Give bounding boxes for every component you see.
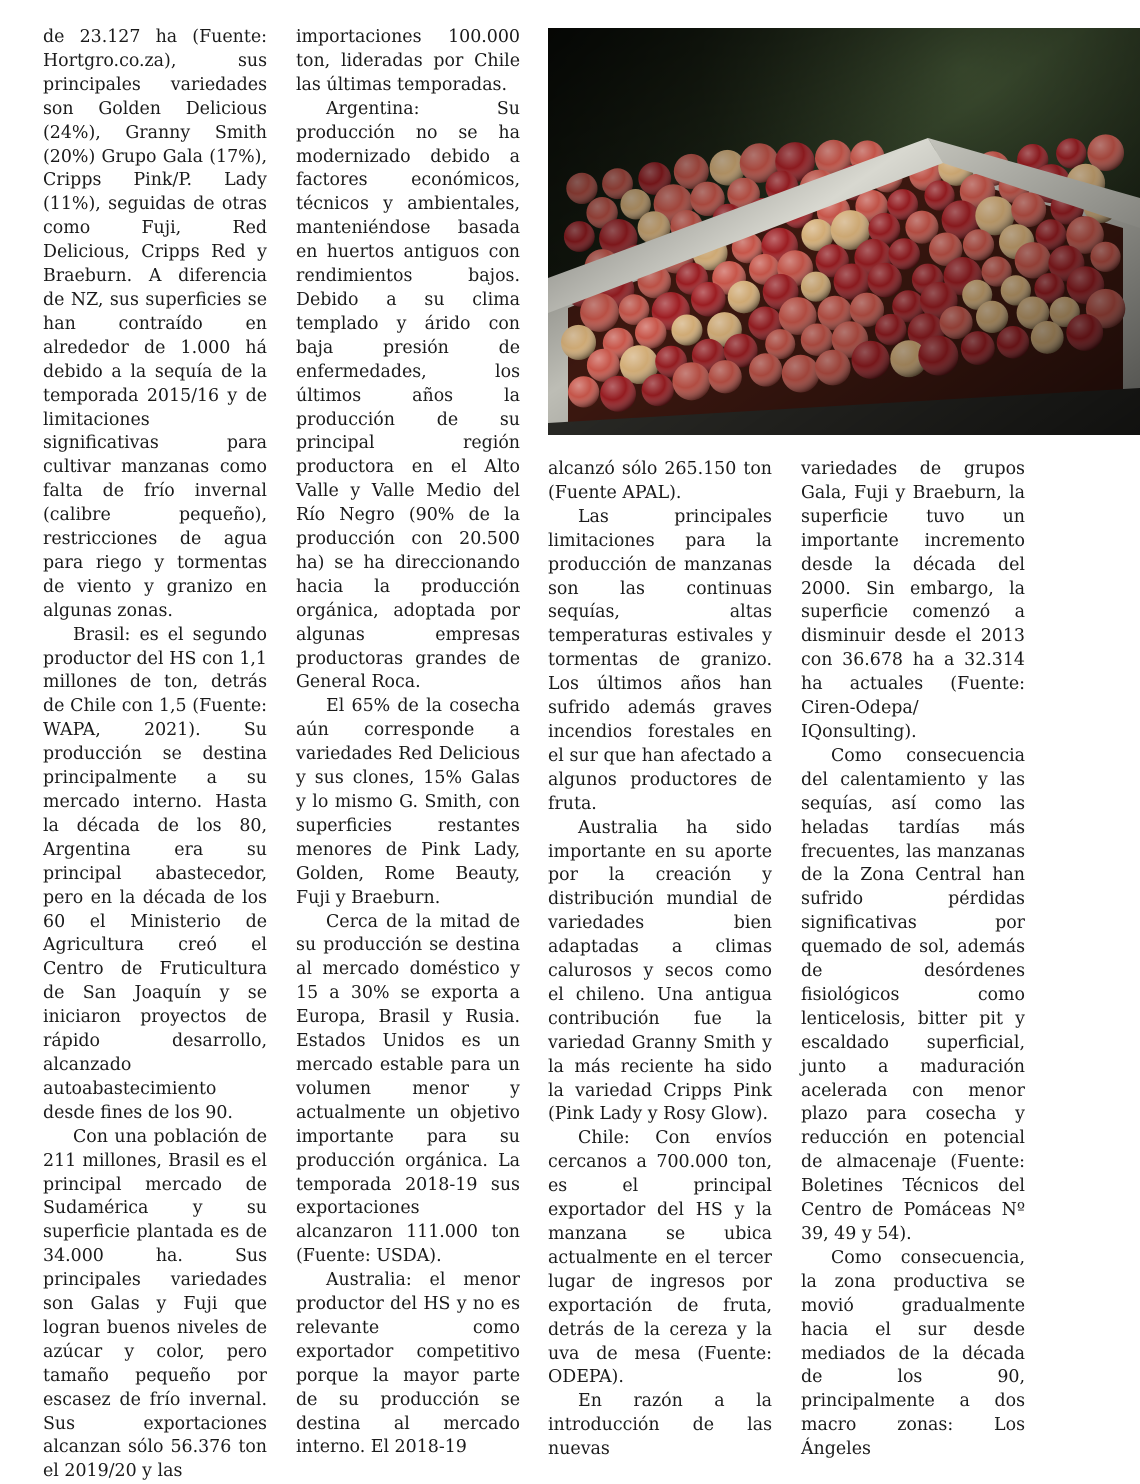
apple-bin-photo bbox=[548, 28, 1140, 435]
paragraph: Como consecuencia del calentamiento y las sequías, así como las heladas tardías más frecuentes, las manzanas de la Zona Central han sufrido pérdidas significativas por quemado de sol, además de desórdenes fisiológicos como lenticelosis, bitter pit y escaldado superficial, junto a maduración acelerada con menor plazo para cosecha y reducción en potencial de almacenaje (Fuente: Boletines Técnicos del Centro de Pomáceas Nº 39, 49 y 54). bbox=[801, 745, 1025, 1244]
article-column-2 bbox=[296, 26, 520, 1460]
paragraph: alcanzó sólo 265.150 ton (Fuente APAL). bbox=[548, 459, 772, 503]
paragraph: En razón a la introducción de las nuevas bbox=[548, 1391, 772, 1460]
paragraph: variedades de grupos Gala, Fuji y Braeburn, la superficie tuvo un importante incremento desde la década del 2000. Sin embargo, la superficie comenzó a disminuir desde el 2013 con 36.678 ha a 32.314 ha actuales (Fuente: Ciren-Odepa/ IQonsulting). bbox=[801, 459, 1025, 742]
paragraph: Brasil: es el segundo productor del HS con 1,1 millones de ton, detrás de Chile con 1,5 (Fuente: WAPA, 2021). Su producción se destina principalmente a su mercado interno. Hasta la década de los 80, Argentina era su principal abastecedor, pero en la década de los 60 el Ministerio de Agricultura creó el Centro de Fruticultura de San Joaquín y se iniciaron proyectos de rápido desarrollo, alcanzado autoabastecimiento desde fines de los 90. bbox=[43, 624, 267, 1123]
paragraph: Australia: el menor productor del HS y no es relevante como exportador competitivo porque la mayor parte de su producción se destina al mercado interno. El 2018-19 bbox=[296, 1270, 520, 1458]
article-column-3 bbox=[548, 458, 772, 1462]
photo-illustration bbox=[548, 28, 1140, 435]
paragraph: Las principales limitaciones para la producción de manzanas son las continuas sequías, altas temperaturas estivales y tormentas de granizo. Los últimos años han sufrido además graves incendios forestales en el sur que han afectado a algunos productores de fruta. bbox=[548, 506, 772, 814]
paragraph: Australia ha sido importante en su aporte por la creación y distribución mundial de variedades bien adaptadas a climas calurosos y secos como el chileno. Una antigua contribución fue la variedad Granny Smith y la más reciente ha sido la variedad Cripps Pink (Pink Lady y Rosy Glow). bbox=[548, 817, 772, 1125]
paragraph: Cerca de la mitad de su producción se destina al mercado doméstico y 15 a 30% se exporta a Europa, Brasil y Rusia. Estados Unidos es un mercado estable para un volumen menor y actualmente un objetivo importante para su producción orgánica. La temporada 2018-19 sus exportaciones alcanzaron 111.000 ton (Fuente: USDA). bbox=[296, 911, 520, 1267]
paragraph: Chile: Con envíos cercanos a 700.000 ton, es el principal exportador del HS y la manzana se ubica actualmente en el tercer lugar de ingresos por exportación de fruta, detrás de la cereza y la uva de mesa (Fuente: ODEPA). bbox=[548, 1128, 772, 1388]
paragraph: Como consecuencia, la zona productiva se movió gradualmente hacia el sur desde mediados de la década de los 90, principalmente a dos macro zonas: Los Ángeles bbox=[801, 1247, 1025, 1460]
paragraph: El 65% de la cosecha aún corresponde a variedades Red Delicious y sus clones, 15% Galas y lo mismo G. Smith, con superficies restantes menores de Pink Lady, Golden, Rome Beauty, Fuji y Braeburn. bbox=[296, 696, 520, 908]
paragraph: de 23.127 ha (Fuente: Hortgro.co.za), sus principales variedades son Golden Delicious (24%), Granny Smith (20%) Grupo Gala (17%), Cripps Pink/P. Lady (11%), seguidas de otras como Fuji, Red Delicious, Cripps Red y Braeburn. A diferencia de NZ, sus superficies se han contraído en alrededor de 1.000 há debido a la sequía de la temporada 2015/16 y de limitaciones significativas para cultivar manzanas como falta de frío invernal (calibre pequeño), restricciones de agua para riego y tormentas de viento y granizo en algunas zonas. bbox=[43, 27, 267, 621]
article-column-4 bbox=[801, 458, 1025, 1462]
article-column-1 bbox=[43, 26, 267, 1484]
paragraph: Con una población de 211 millones, Brasil es el principal mercado de Sudamérica y su superficie plantada es de 34.000 ha. Sus principales variedades son Galas y Fuji que logran buenos niveles de azúcar y color, pero tamaño pequeño por escasez de frío invernal. Sus exportaciones alcanzan sólo 56.376 ton el 2019/20 y las bbox=[43, 1126, 267, 1482]
paragraph: Argentina: Su producción no se ha modernizado debido a factores económicos, técnicos y ambientales, manteniéndose basada en huertos antiguos con rendimientos bajos. Debido a su clima templado y árido con baja presión de enfermedades, los últimos años la producción de su principal región productora en el Alto Valle y Valle Medio del Río Negro (90% de la producción con 20.500 ha) se ha direccionando hacia la producción orgánica, adoptada por algunas empresas productoras grandes de General Roca. bbox=[296, 98, 520, 693]
paragraph: importaciones 100.000 ton, lideradas por Chile las últimas temporadas. bbox=[296, 27, 520, 95]
